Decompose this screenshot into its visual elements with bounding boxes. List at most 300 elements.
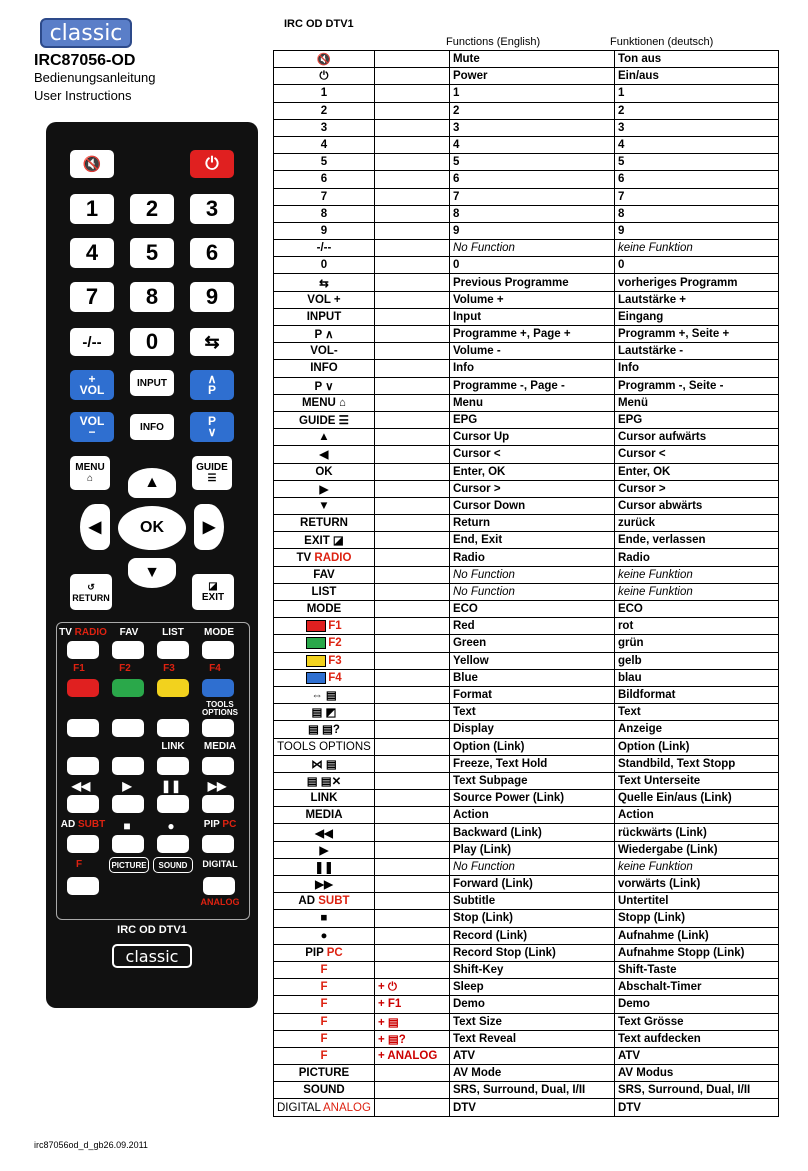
table-row <box>274 515 779 532</box>
modifier-cell <box>374 858 449 875</box>
rewind-key <box>67 795 99 813</box>
key-cell <box>274 411 375 428</box>
modifier-cell <box>374 704 449 721</box>
modifier-cell <box>374 360 449 377</box>
programme-up-key: ∧ P <box>190 370 234 400</box>
key-label: ❚❚ <box>314 861 334 874</box>
key-cell <box>274 618 375 635</box>
key-label: MENU ⌂ <box>301 396 346 409</box>
function-english: Demo <box>449 996 614 1013</box>
key-cell <box>274 1082 375 1099</box>
modifier-cell <box>374 188 449 205</box>
key-label: F <box>320 981 328 994</box>
mute-icon: 🔇 <box>70 150 114 178</box>
digital-label: DIGITAL <box>202 859 238 869</box>
function-english: Display <box>449 721 614 738</box>
function-english: Play (Link) <box>449 841 614 858</box>
key-label: INPUT <box>306 310 342 323</box>
remote-model-label: IRC OD DTV1 <box>117 924 187 936</box>
function-german: Aufnahme (Link) <box>614 927 778 944</box>
remote-control <box>46 122 258 1008</box>
key-cell <box>274 515 375 532</box>
function-english: Mute <box>449 51 614 68</box>
key-cell <box>274 377 375 394</box>
table-row <box>274 188 779 205</box>
digit-key-4: 4 <box>70 238 114 268</box>
function-german: Radio <box>614 549 778 566</box>
color-swatch <box>306 620 326 632</box>
modifier-cell <box>374 755 449 772</box>
modifier-cell <box>374 1065 449 1082</box>
function-english: Format <box>449 686 614 703</box>
key-label: VOL + <box>307 293 341 306</box>
function-german: Standbild, Text Stopp <box>614 755 778 772</box>
function-german: 9 <box>614 222 778 239</box>
table-row <box>274 154 779 171</box>
key-cell <box>274 807 375 824</box>
subtitle-key <box>67 835 99 853</box>
key-cell <box>274 927 375 944</box>
key-cell <box>274 446 375 463</box>
function-english: Power <box>449 68 614 85</box>
key-cell <box>274 841 375 858</box>
key-label: ▲ <box>318 431 330 444</box>
function-german: EPG <box>614 411 778 428</box>
link-key <box>157 757 189 775</box>
function-german: Info <box>614 360 778 377</box>
function-german: 0 <box>614 257 778 274</box>
key-cell <box>274 326 375 343</box>
function-english: Shift-Key <box>449 961 614 978</box>
key-cell <box>274 635 375 652</box>
function-german: 5 <box>614 154 778 171</box>
digit-key-5: 5 <box>130 238 174 268</box>
key-label: ▤ ◩ <box>311 707 337 720</box>
link-label: LINK <box>161 741 185 752</box>
function-english: EPG <box>449 411 614 428</box>
key-label: LIST <box>311 585 337 598</box>
function-english: 6 <box>449 171 614 188</box>
footer-code: irc87056od_d_gb26.09.2011 <box>34 1140 148 1150</box>
key-label: ▤ ▤? <box>308 724 340 737</box>
modifier-cell <box>374 222 449 239</box>
function-english: Sleep <box>449 979 614 996</box>
f-key <box>67 877 99 895</box>
function-german: Untertitel <box>614 893 778 910</box>
function-english: 5 <box>449 154 614 171</box>
function-english: Cursor < <box>449 446 614 463</box>
key-label: F <box>320 1015 328 1028</box>
key-label: -/-- <box>316 242 332 255</box>
key-cell <box>274 222 375 239</box>
table-row <box>274 532 779 549</box>
key-cell <box>274 1065 375 1082</box>
table-row <box>274 790 779 807</box>
table-row <box>274 102 779 119</box>
previous-programme-icon: ⇆ <box>190 328 234 356</box>
modifier-cell <box>374 343 449 360</box>
function-german: Cursor > <box>614 480 778 497</box>
table-row <box>274 704 779 721</box>
tools-options-key <box>202 719 234 737</box>
function-german: Text aufdecken <box>614 1030 778 1047</box>
function-english: Cursor Up <box>449 429 614 446</box>
key-label: F <box>320 964 328 977</box>
record-icon: ● <box>167 819 175 833</box>
table-row <box>274 686 779 703</box>
modifier-cell: + ▤ <box>374 1013 449 1030</box>
modifier-cell <box>374 1099 449 1116</box>
key-cell <box>274 790 375 807</box>
function-german: Shift-Taste <box>614 961 778 978</box>
modifier-cell <box>374 618 449 635</box>
key-label: DIGITAL <box>277 1101 324 1114</box>
key-cell <box>274 240 375 257</box>
key-label: 8 <box>320 207 328 220</box>
table-row <box>274 669 779 686</box>
key-cell <box>274 755 375 772</box>
key-label: ◀◀ <box>315 827 333 840</box>
table-row <box>274 343 779 360</box>
play-key <box>112 795 144 813</box>
function-english: Red <box>449 618 614 635</box>
table-row <box>274 858 779 875</box>
table-row <box>274 772 779 789</box>
modifier-cell <box>374 635 449 652</box>
modifier-cell <box>374 240 449 257</box>
key-cell <box>274 858 375 875</box>
tv-radio-label: TV RADIO <box>59 627 107 638</box>
menu-key: MENU ⌂ <box>70 456 110 490</box>
key-label: ⇆ <box>319 277 329 290</box>
power-icon: ⏻ <box>190 150 234 178</box>
modifier-cell <box>374 583 449 600</box>
function-english: 3 <box>449 119 614 136</box>
table-row <box>274 738 779 755</box>
table-row <box>274 927 779 944</box>
key-label-red: ANALOG <box>323 1101 371 1114</box>
table-row <box>274 652 779 669</box>
stop-icon: ■ <box>123 819 131 833</box>
function-english: Record (Link) <box>449 927 614 944</box>
modifier-cell <box>374 601 449 618</box>
key-cell <box>274 566 375 583</box>
key-cell <box>274 532 375 549</box>
modifier-cell <box>374 841 449 858</box>
modifier-cell <box>374 205 449 222</box>
modifier-cell <box>374 893 449 910</box>
key-cell <box>274 1047 375 1064</box>
function-english: Forward (Link) <box>449 876 614 893</box>
function-german: Anzeige <box>614 721 778 738</box>
modifier-cell <box>374 171 449 188</box>
key-cell <box>274 171 375 188</box>
key-label: P ∨ <box>314 380 334 393</box>
modifier-cell <box>374 497 449 514</box>
picture-key: PICTURE <box>109 857 149 873</box>
function-german: keine Funktion <box>614 858 778 875</box>
function-german: zurück <box>614 515 778 532</box>
modifier-cell <box>374 429 449 446</box>
table-row <box>274 996 779 1013</box>
sound-key: SOUND <box>153 857 193 873</box>
modifier-cell: + ANALOG <box>374 1047 449 1064</box>
key-cell <box>274 583 375 600</box>
function-german: ECO <box>614 601 778 618</box>
fast-forward-icon: ▶▶ <box>207 779 227 793</box>
key-cell <box>274 652 375 669</box>
function-english: Previous Programme <box>449 274 614 291</box>
modifier-cell: + ⏻ <box>374 979 449 996</box>
key-label: P ∧ <box>314 329 334 342</box>
table-row <box>274 635 779 652</box>
key-label: GUIDE ☰ <box>299 415 349 428</box>
function-german: gelb <box>614 652 778 669</box>
function-german: 8 <box>614 205 778 222</box>
key-cell <box>274 360 375 377</box>
table-row <box>274 446 779 463</box>
volume-down-key: VOL − <box>70 412 114 442</box>
pip-pc-label: PIP PC <box>203 819 237 830</box>
function-english: Input <box>449 308 614 325</box>
table-row <box>274 257 779 274</box>
list-key <box>157 641 189 659</box>
cursor-left-icon: ◀ <box>80 504 110 550</box>
function-english: Record Stop (Link) <box>449 944 614 961</box>
modifier-cell <box>374 446 449 463</box>
key-cell <box>274 824 375 841</box>
key-label: PICTURE <box>298 1067 350 1080</box>
table-row <box>274 549 779 566</box>
subtitle-de: Bedienungsanleitung <box>34 70 156 85</box>
function-english: Programme +, Page + <box>449 326 614 343</box>
key-label: 2 <box>320 104 328 117</box>
key-cell <box>274 601 375 618</box>
function-english: End, Exit <box>449 532 614 549</box>
play-icon: ▶ <box>122 779 132 793</box>
modifier-cell <box>374 68 449 85</box>
key-label-red: RADIO <box>314 551 352 564</box>
ok-key: OK <box>118 506 186 550</box>
fav-key <box>112 641 144 659</box>
modifier-cell <box>374 136 449 153</box>
freeze-key <box>67 757 99 775</box>
info-key: INFO <box>130 414 174 440</box>
fav-label: FAV <box>119 627 139 638</box>
table-row <box>274 497 779 514</box>
function-english: Stop (Link) <box>449 910 614 927</box>
table-row <box>274 377 779 394</box>
table-row <box>274 1047 779 1064</box>
key-label: F <box>320 998 328 1011</box>
table-row <box>274 841 779 858</box>
model-title: IRC87056-OD <box>34 52 136 69</box>
pause-key <box>157 795 189 813</box>
function-german: Aufnahme Stopp (Link) <box>614 944 778 961</box>
modifier-cell <box>374 377 449 394</box>
function-german: Text Unterseite <box>614 772 778 789</box>
key-label: EXIT ◪ <box>304 535 344 548</box>
function-english: Yellow <box>449 652 614 669</box>
modifier-cell <box>374 515 449 532</box>
f1-red-key <box>67 679 99 697</box>
table-row <box>274 755 779 772</box>
key-cell <box>274 549 375 566</box>
f2-label: F2 <box>119 663 131 674</box>
key-cell <box>274 721 375 738</box>
table-row <box>274 979 779 996</box>
modifier-cell <box>374 85 449 102</box>
modifier-cell <box>374 807 449 824</box>
key-cell <box>274 343 375 360</box>
key-cell <box>274 480 375 497</box>
digit-key-2: 2 <box>130 194 174 224</box>
key-cell <box>274 85 375 102</box>
function-english: Text Reveal <box>449 1030 614 1047</box>
function-english: Text <box>449 704 614 721</box>
function-german: Programm +, Seite + <box>614 326 778 343</box>
key-cell <box>274 979 375 996</box>
key-label-red: SUBT <box>318 895 350 908</box>
table-row <box>274 394 779 411</box>
key-label: FAV <box>313 568 335 581</box>
modifier-cell <box>374 51 449 68</box>
function-english: 0 <box>449 257 614 274</box>
brand-logo: classic <box>40 18 132 48</box>
ad-subt-label: AD SUBT <box>60 819 106 830</box>
table-row <box>274 1099 779 1116</box>
key-cell <box>274 704 375 721</box>
function-german: DTV <box>614 1099 778 1116</box>
key-label: F <box>320 1049 328 1062</box>
key-cell <box>274 136 375 153</box>
function-german: Demo <box>614 996 778 1013</box>
key-label: ⇔ ▤ <box>311 690 337 703</box>
table-row <box>274 618 779 635</box>
key-label: TV <box>296 551 315 564</box>
table-row <box>274 824 779 841</box>
table-row <box>274 326 779 343</box>
function-english: Freeze, Text Hold <box>449 755 614 772</box>
key-cell <box>274 51 375 68</box>
function-german: Quelle Ein/aus (Link) <box>614 790 778 807</box>
modifier-cell <box>374 686 449 703</box>
cursor-right-icon: ▶ <box>194 504 224 550</box>
list-label: LIST <box>162 627 184 638</box>
function-german: blau <box>614 669 778 686</box>
key-label: F4 <box>328 671 342 684</box>
modifier-cell <box>374 532 449 549</box>
key-label: TOOLS OPTIONS <box>277 740 371 753</box>
key-cell <box>274 188 375 205</box>
table-row <box>274 807 779 824</box>
digit-key-8: 8 <box>130 282 174 312</box>
function-english: Option (Link) <box>449 738 614 755</box>
modifier-cell <box>374 326 449 343</box>
table-row <box>274 566 779 583</box>
function-german: Bildformat <box>614 686 778 703</box>
modifier-cell: + ▤? <box>374 1030 449 1047</box>
programme-down-key: P ∨ <box>190 412 234 442</box>
function-english: Programme -, Page - <box>449 377 614 394</box>
key-cell <box>274 308 375 325</box>
function-german: Cursor aufwärts <box>614 429 778 446</box>
key-cell <box>274 463 375 480</box>
digit-key-3: 3 <box>190 194 234 224</box>
digit-key-6: 6 <box>190 238 234 268</box>
modifier-cell <box>374 154 449 171</box>
f2-green-key <box>112 679 144 697</box>
key-label: VOL- <box>310 345 338 358</box>
function-german: Ein/aus <box>614 68 778 85</box>
digit-key-9: 9 <box>190 282 234 312</box>
dash-key: -/-- <box>70 328 114 356</box>
key-label: ⋈ ▤ <box>311 758 337 771</box>
table-row <box>274 222 779 239</box>
key-cell <box>274 876 375 893</box>
lower-key-panel <box>56 622 250 920</box>
subpage-key <box>112 757 144 775</box>
table-row <box>274 463 779 480</box>
remote-logo: classic <box>112 944 192 968</box>
function-english: 8 <box>449 205 614 222</box>
function-german: rot <box>614 618 778 635</box>
function-english: Text Size <box>449 1013 614 1030</box>
function-english: Cursor > <box>449 480 614 497</box>
function-german: Text <box>614 704 778 721</box>
function-english: No Function <box>449 566 614 583</box>
pip-pc-key <box>202 835 234 853</box>
function-german: Stopp (Link) <box>614 910 778 927</box>
key-label: 1 <box>320 87 328 100</box>
key-label: F <box>320 1032 328 1045</box>
function-english: No Function <box>449 583 614 600</box>
table-row <box>274 429 779 446</box>
key-cell <box>274 274 375 291</box>
tools-options-label: TOOLS OPTIONS <box>201 700 238 717</box>
function-german: 3 <box>614 119 778 136</box>
key-cell <box>274 119 375 136</box>
rewind-icon: ◀◀ <box>71 779 91 793</box>
modifier-cell <box>374 308 449 325</box>
function-english: Text Subpage <box>449 772 614 789</box>
function-german: Cursor abwärts <box>614 497 778 514</box>
input-key: INPUT <box>130 370 174 396</box>
key-cell <box>274 154 375 171</box>
function-german: keine Funktion <box>614 566 778 583</box>
color-swatch <box>306 655 326 667</box>
function-german: 2 <box>614 102 778 119</box>
function-german: Wiedergabe (Link) <box>614 841 778 858</box>
key-label: ▶ <box>319 483 329 496</box>
table-row <box>274 961 779 978</box>
modifier-cell <box>374 961 449 978</box>
media-label: MEDIA <box>203 741 237 752</box>
modifier-cell <box>374 274 449 291</box>
key-label: ● <box>320 929 328 942</box>
key-cell <box>274 738 375 755</box>
modifier-cell <box>374 927 449 944</box>
f3-yellow-key <box>157 679 189 697</box>
function-english: Volume + <box>449 291 614 308</box>
cursor-down-icon: ▼ <box>128 558 176 588</box>
digit-key-1: 1 <box>70 194 114 224</box>
modifier-cell <box>374 566 449 583</box>
modifier-cell <box>374 910 449 927</box>
modifier-cell <box>374 876 449 893</box>
cursor-up-icon: ▲ <box>128 468 176 498</box>
modifier-cell <box>374 1082 449 1099</box>
